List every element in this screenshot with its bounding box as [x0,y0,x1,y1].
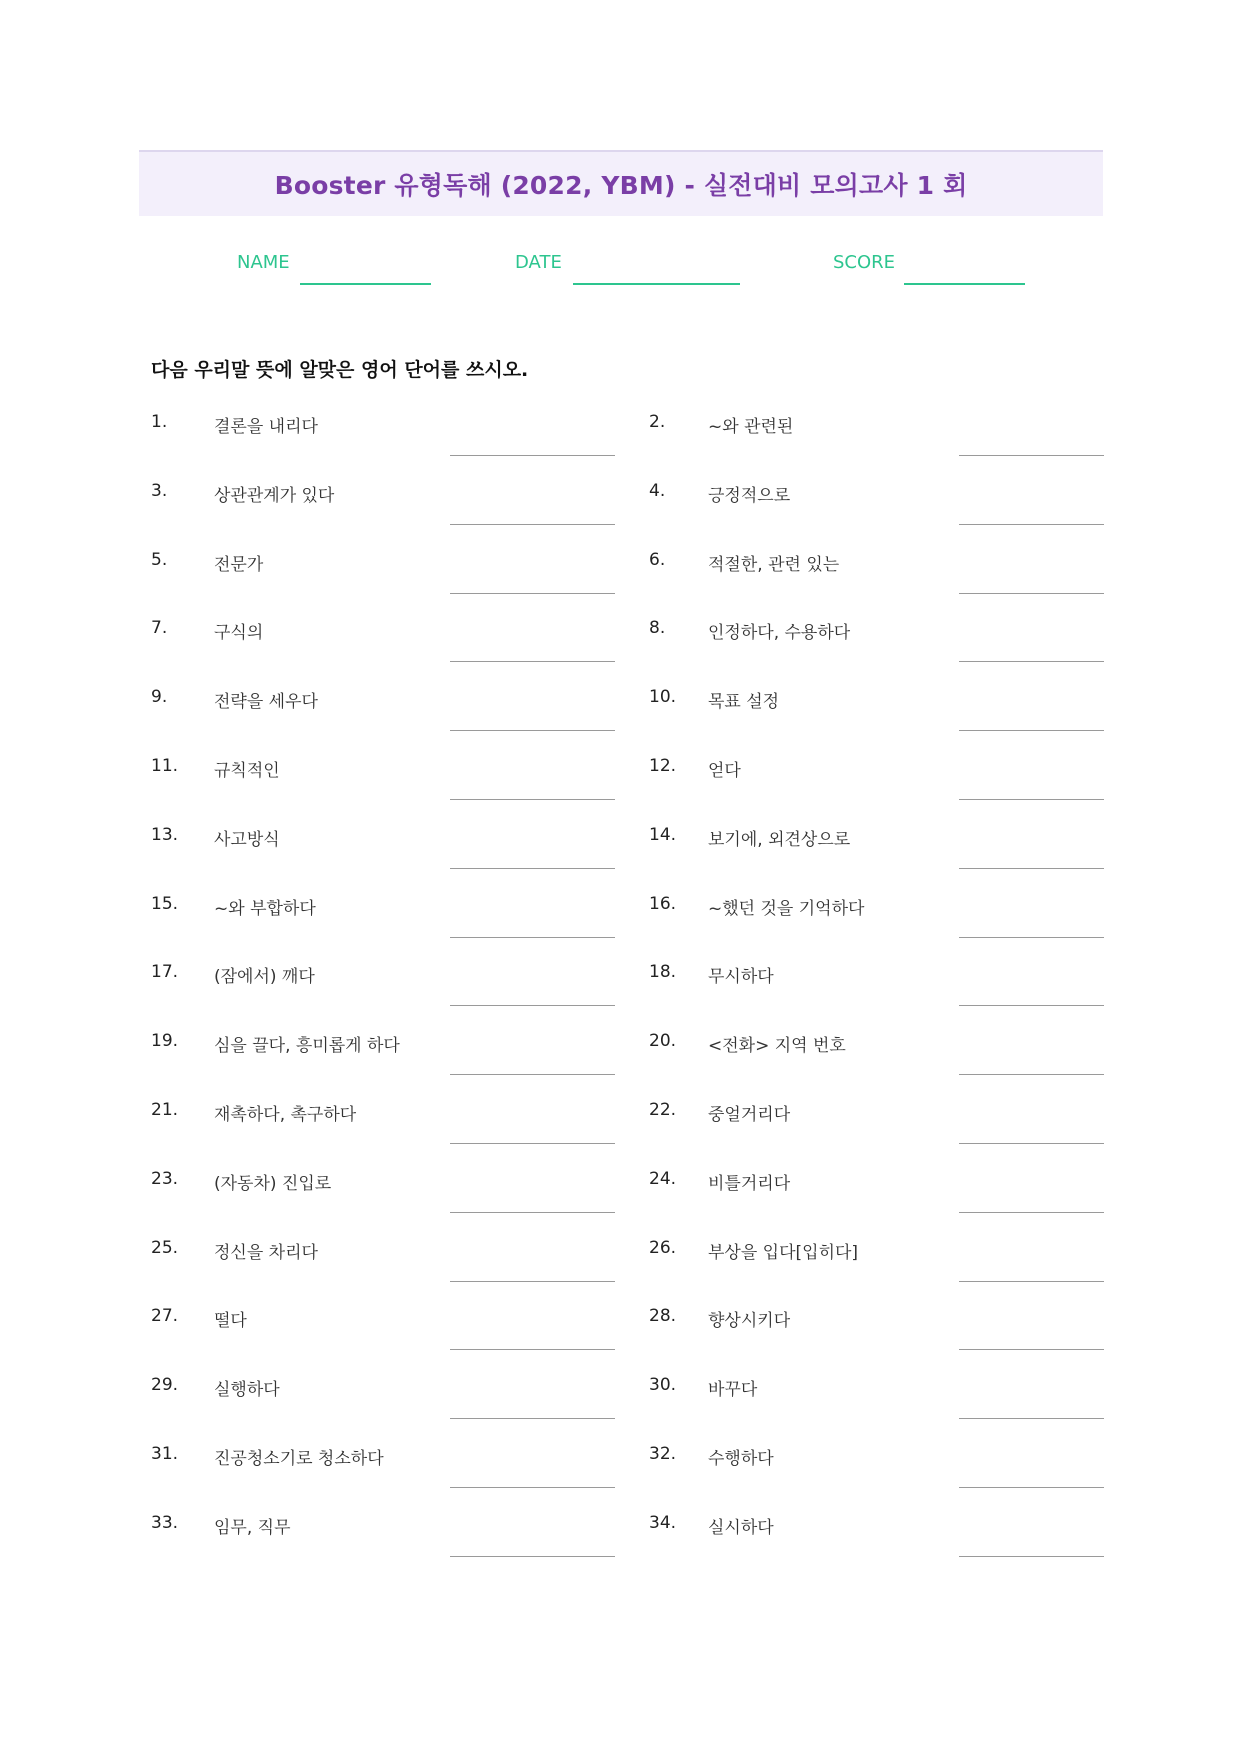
question-number: 26. [649,1237,677,1258]
question-item [151,1169,615,1239]
question-item [649,1513,1104,1583]
question-number: 33. [151,1512,179,1533]
question-text: 비틀거리다 [708,1173,791,1194]
question-text: 얻다 [708,761,741,781]
question-text: 목표 설정 [708,692,780,713]
question-number: 34. [649,1512,677,1533]
answer-blank[interactable] [450,661,615,662]
answer-blank[interactable] [450,799,615,800]
answer-blank[interactable] [450,937,615,938]
question-text: 전략을 세우다 [214,692,318,713]
question-text: 심을 끌다, 흥미롭게 하다 [214,1036,400,1057]
question-item [151,1375,615,1445]
answer-blank[interactable] [450,1005,615,1006]
question-item [649,1031,1104,1101]
question-text: 결론을 내리다 [214,417,318,437]
answer-blank[interactable] [959,1143,1104,1144]
score-field[interactable] [904,283,1025,285]
answer-blank[interactable] [959,730,1104,731]
date-label: DATE [515,252,562,273]
question-text: 적절한, 관련 있는 [708,554,840,575]
answer-blank[interactable] [450,1074,615,1075]
name-label: NAME [237,252,290,273]
question-text: 바꾸다 [708,1380,758,1401]
question-item [151,1238,615,1308]
question-item [151,825,615,895]
answer-blank[interactable] [450,524,615,525]
question-text: 부상을 입다[입히다] [708,1242,859,1263]
question-text: 보기에, 외견상으로 [708,829,851,850]
question-item [649,894,1104,964]
question-text: ~했던 것을 기억하다 [708,898,865,919]
question-number: 13. [151,824,179,845]
question-text: 사고방식 [214,829,280,850]
question-item [649,481,1104,551]
question-text: 상관관계가 있다 [214,485,335,506]
question-item [151,962,615,1032]
question-item [649,1169,1104,1239]
question-number: 23. [151,1168,179,1189]
page-title: Booster 유형독해 (2022, YBM) - 실전대비 모의고사 1 회 [274,171,968,200]
name-field[interactable] [300,283,431,285]
question-number: 21. [151,1100,179,1120]
question-item [151,894,615,964]
question-number: 10. [649,687,677,708]
date-field[interactable] [573,283,740,285]
question-number: 8. [649,618,666,639]
question-number: 15. [151,893,179,914]
question-text: 중얼거리다 [708,1105,791,1125]
answer-blank[interactable] [450,868,615,869]
question-text: (자동차) 진입로 [214,1173,332,1194]
question-number: 29. [151,1375,179,1396]
question-number: 7. [151,618,168,639]
answer-blank[interactable] [959,1349,1104,1350]
question-number: 5. [151,549,168,570]
question-item [151,550,615,620]
answer-blank[interactable] [959,593,1104,594]
answer-blank[interactable] [959,1212,1104,1213]
question-number: 30. [649,1375,677,1396]
question-number: 28. [649,1306,677,1327]
question-item [151,1031,615,1101]
question-text: 실시하다 [708,1517,774,1538]
answer-blank[interactable] [450,1281,615,1282]
answer-blank[interactable] [959,1005,1104,1006]
question-number: 16. [649,893,677,914]
question-number: 22. [649,1100,677,1120]
answer-blank[interactable] [959,799,1104,800]
question-number: 27. [151,1306,179,1327]
question-number: 3. [151,480,168,501]
question-text: 수행하다 [708,1449,774,1469]
answer-blank[interactable] [959,524,1104,525]
answer-blank[interactable] [959,1556,1104,1557]
question-item [649,550,1104,620]
instruction: 다음 우리말 뜻에 알맞은 영어 단어를 쓰시오. [151,359,529,381]
question-number: 11. [151,756,179,776]
question-text: (잠에서) 깨다 [214,967,315,988]
question-number: 14. [649,824,677,845]
question-number: 18. [649,962,677,983]
question-text: 향상시키다 [708,1311,791,1332]
question-text: 인정하다, 수용하다 [708,623,851,644]
question-item [151,1444,615,1514]
answer-blank[interactable] [959,1487,1104,1488]
question-item [151,1100,615,1170]
question-text: 긍정적으로 [708,485,791,506]
question-item [649,756,1104,826]
question-number: 20. [649,1031,677,1052]
question-number: 4. [649,480,666,501]
score-label: SCORE [833,252,896,273]
answer-blank[interactable] [959,661,1104,662]
question-text: 진공청소기로 청소하다 [214,1449,384,1469]
question-item [649,1306,1104,1376]
question-text: 재촉하다, 촉구하다 [214,1105,357,1125]
answer-blank[interactable] [959,1281,1104,1282]
answer-blank[interactable] [959,1074,1104,1075]
question-item [649,1100,1104,1170]
title-bar [139,150,1103,216]
question-item [151,481,615,551]
question-text: <전화> 지역 번호 [708,1036,846,1057]
question-text: 떨다 [214,1311,247,1332]
question-number: 17. [151,962,179,983]
answer-blank[interactable] [450,1556,615,1557]
question-number: 6. [649,549,666,570]
question-item [649,825,1104,895]
question-number: 31. [151,1444,179,1464]
question-item [649,962,1104,1032]
answer-blank[interactable] [450,730,615,731]
answer-blank[interactable] [959,868,1104,869]
question-text: 임무, 직무 [214,1517,291,1538]
question-number: 24. [649,1168,677,1189]
answer-blank[interactable] [959,937,1104,938]
question-text: 정신을 차리다 [214,1242,318,1263]
question-text: 규칙적인 [214,761,280,781]
question-item [151,618,615,688]
question-text: 무시하다 [708,967,774,988]
answer-blank[interactable] [450,1418,615,1419]
question-item [649,1375,1104,1445]
question-text: ~와 관련된 [708,417,794,437]
question-item [151,756,615,826]
answer-blank[interactable] [959,455,1104,456]
question-item [649,1238,1104,1308]
question-item [649,687,1104,757]
answer-blank[interactable] [450,1212,615,1213]
question-item [151,687,615,757]
question-item [151,1513,615,1583]
question-item [649,1444,1104,1514]
question-number: 9. [151,687,168,708]
question-item [151,1306,615,1376]
question-text: ~와 부합하다 [214,898,316,919]
answer-blank[interactable] [959,1418,1104,1419]
question-item [151,412,615,482]
question-item [649,412,1104,482]
question-number: 32. [649,1444,677,1464]
question-number: 1. [151,412,168,432]
question-text: 구식의 [214,623,264,644]
answer-blank[interactable] [450,1487,615,1488]
answer-blank[interactable] [450,1143,615,1144]
question-number: 25. [151,1237,179,1258]
answer-blank[interactable] [450,1349,615,1350]
question-number: 19. [151,1031,179,1052]
question-text: 전문가 [214,554,264,575]
answer-blank[interactable] [450,455,615,456]
question-text: 실행하다 [214,1380,280,1401]
question-item [649,618,1104,688]
question-number: 12. [649,756,677,776]
question-number: 2. [649,412,666,432]
answer-blank[interactable] [450,593,615,594]
